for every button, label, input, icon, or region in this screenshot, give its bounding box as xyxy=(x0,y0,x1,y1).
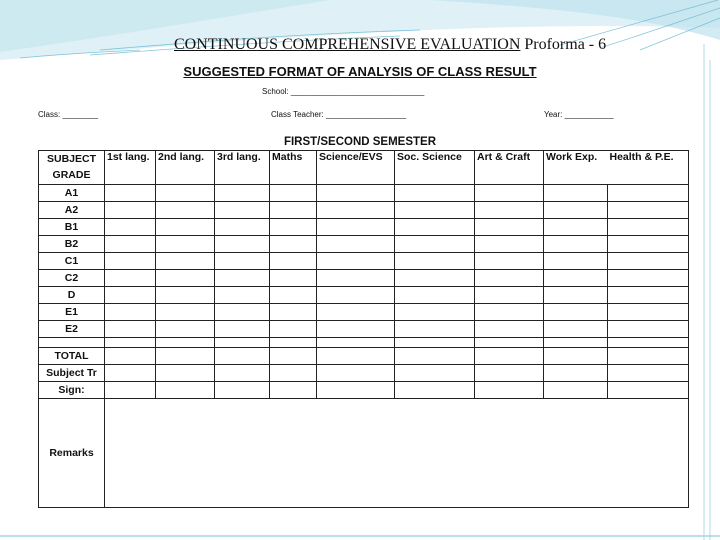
column-header: Maths xyxy=(270,151,317,185)
table-cell xyxy=(608,321,689,338)
table-cell xyxy=(475,236,544,253)
column-header: Science/EVS xyxy=(317,151,395,185)
table-cell xyxy=(270,321,317,338)
table-cell xyxy=(105,253,156,270)
remarks-row xyxy=(39,399,689,508)
table-cell xyxy=(608,202,689,219)
year-field: Year: ___________ xyxy=(544,110,614,119)
table-cell xyxy=(608,365,689,382)
table-cell xyxy=(317,270,395,287)
table-cell xyxy=(156,287,215,304)
table-cell xyxy=(215,253,270,270)
table-cell xyxy=(317,321,395,338)
table-cell xyxy=(608,236,689,253)
table-cell xyxy=(215,304,270,321)
table-cell xyxy=(544,270,608,287)
table-cell xyxy=(156,321,215,338)
table-cell xyxy=(395,253,475,270)
table-cell xyxy=(105,382,156,399)
table-cell xyxy=(270,253,317,270)
total-label: TOTAL xyxy=(39,348,105,365)
grade-label: B1 xyxy=(39,219,105,236)
column-header: 2nd lang. xyxy=(156,151,215,185)
table-cell xyxy=(270,202,317,219)
table-cell xyxy=(608,270,689,287)
table-cell xyxy=(270,304,317,321)
table-cell xyxy=(215,365,270,382)
sign-row xyxy=(39,382,689,399)
table-cell xyxy=(395,270,475,287)
table-cell xyxy=(215,219,270,236)
grade-row-d xyxy=(39,287,689,304)
class-result-table xyxy=(38,150,689,508)
spacer-row xyxy=(39,338,689,348)
table-cell xyxy=(395,185,475,202)
subject-header-label: SUBJECT xyxy=(46,153,96,165)
table-cell xyxy=(215,382,270,399)
subject-teacher-label: Subject Tr xyxy=(39,365,105,382)
table-cell xyxy=(215,287,270,304)
table-cell xyxy=(475,338,544,348)
table-cell xyxy=(317,236,395,253)
table-cell xyxy=(156,219,215,236)
table-cell xyxy=(317,338,395,348)
grade-label: E1 xyxy=(39,304,105,321)
remarks-label: Remarks xyxy=(39,399,105,508)
table-cell xyxy=(270,185,317,202)
grade-label: D xyxy=(39,287,105,304)
table-cell xyxy=(105,348,156,365)
total-row xyxy=(39,348,689,365)
table-cell xyxy=(105,270,156,287)
slide-title-main: CONTINUOUS COMPREHENSIVE EVALUATION xyxy=(174,36,521,53)
table-cell xyxy=(475,270,544,287)
table-cell xyxy=(544,236,608,253)
table-cell xyxy=(544,348,608,365)
table-cell xyxy=(270,236,317,253)
grade-row-a2 xyxy=(39,202,689,219)
table-cell xyxy=(475,219,544,236)
column-header: 3rd lang. xyxy=(215,151,270,185)
table-cell xyxy=(105,236,156,253)
table-cell xyxy=(215,236,270,253)
column-header: Work Exp. xyxy=(544,151,608,185)
table-cell xyxy=(608,338,689,348)
table-cell xyxy=(156,348,215,365)
table-cell xyxy=(156,382,215,399)
column-header: Art & Craft xyxy=(475,151,544,185)
table-cell xyxy=(395,202,475,219)
grade-label: C2 xyxy=(39,270,105,287)
grade-row-c1 xyxy=(39,253,689,270)
table-cell xyxy=(395,219,475,236)
table-cell xyxy=(105,321,156,338)
table-cell xyxy=(270,270,317,287)
table-cell xyxy=(544,219,608,236)
table-cell xyxy=(608,304,689,321)
table-cell xyxy=(156,185,215,202)
slide-title xyxy=(174,36,606,54)
grade-label: A1 xyxy=(39,185,105,202)
table-cell xyxy=(105,338,156,348)
grade-row-b2 xyxy=(39,236,689,253)
table-cell xyxy=(544,321,608,338)
table-cell xyxy=(270,219,317,236)
table-cell xyxy=(156,202,215,219)
table-cell xyxy=(608,253,689,270)
table-cell xyxy=(270,348,317,365)
table-cell xyxy=(608,287,689,304)
table-cell xyxy=(105,219,156,236)
table-cell xyxy=(608,348,689,365)
grade-row-b1 xyxy=(39,219,689,236)
slide-title-suffix: Proforma - 6 xyxy=(520,36,607,53)
table-cell xyxy=(475,185,544,202)
table-cell xyxy=(317,348,395,365)
table-cell xyxy=(317,253,395,270)
table-cell xyxy=(608,185,689,202)
table-cell xyxy=(156,236,215,253)
table-cell xyxy=(156,270,215,287)
table-cell xyxy=(395,236,475,253)
semester-heading: FIRST/SECOND SEMESTER xyxy=(283,136,437,148)
table-cell xyxy=(270,382,317,399)
grade-label: B2 xyxy=(39,236,105,253)
table-cell xyxy=(215,348,270,365)
subject-teacher-row xyxy=(39,365,689,382)
table-cell xyxy=(544,304,608,321)
table-cell xyxy=(544,185,608,202)
table-cell xyxy=(317,185,395,202)
grade-label: C1 xyxy=(39,253,105,270)
class-field: Class: ________ xyxy=(38,110,99,119)
table-cell xyxy=(156,304,215,321)
table-cell xyxy=(395,365,475,382)
table-cell xyxy=(544,202,608,219)
school-field: School: ______________________________ xyxy=(262,87,425,96)
table-cell xyxy=(475,365,544,382)
table-cell xyxy=(475,253,544,270)
form-title-text: SUGGESTED FORMAT OF ANALYSIS OF CLASS RESULT xyxy=(183,64,537,79)
table-cell xyxy=(156,253,215,270)
table-cell xyxy=(544,338,608,348)
table-cell xyxy=(270,338,317,348)
table-cell xyxy=(395,321,475,338)
table-cell xyxy=(215,338,270,348)
grade-row-e2 xyxy=(39,321,689,338)
table-header-row xyxy=(39,151,689,185)
table-cell xyxy=(317,202,395,219)
column-header: Soc. Science xyxy=(395,151,475,185)
table-cell xyxy=(395,338,475,348)
table-cell xyxy=(475,382,544,399)
table-cell xyxy=(475,287,544,304)
table-cell xyxy=(270,365,317,382)
class-teacher-field: Class Teacher: __________________ xyxy=(271,110,407,119)
table-cell xyxy=(317,219,395,236)
grade-label: E2 xyxy=(39,321,105,338)
table-cell xyxy=(317,382,395,399)
remarks-cell xyxy=(105,399,689,508)
table-cell xyxy=(544,287,608,304)
table-cell xyxy=(215,185,270,202)
table-cell xyxy=(475,304,544,321)
table-cell xyxy=(608,382,689,399)
table-cell xyxy=(544,253,608,270)
table-cell xyxy=(270,287,317,304)
table-cell xyxy=(395,287,475,304)
table-cell xyxy=(395,348,475,365)
table-cell xyxy=(475,321,544,338)
table-cell xyxy=(317,287,395,304)
form-title xyxy=(0,64,720,79)
table-cell xyxy=(544,382,608,399)
table-cell xyxy=(105,304,156,321)
table-cell xyxy=(105,202,156,219)
table-cell xyxy=(395,304,475,321)
column-header: Health & P.E. xyxy=(608,151,689,185)
table-cell xyxy=(156,338,215,348)
table-cell xyxy=(39,338,105,348)
table-cell xyxy=(608,219,689,236)
table-cell xyxy=(317,365,395,382)
table-cell xyxy=(105,185,156,202)
table-cell xyxy=(215,321,270,338)
grade-label: A2 xyxy=(39,202,105,219)
grade-row-e1 xyxy=(39,304,689,321)
table-cell xyxy=(156,365,215,382)
subject-grade-header-cell xyxy=(39,151,105,185)
column-header: 1st lang. xyxy=(105,151,156,185)
table-cell xyxy=(215,270,270,287)
table-cell xyxy=(105,365,156,382)
table-cell xyxy=(105,287,156,304)
table-cell xyxy=(544,365,608,382)
grade-row-a1 xyxy=(39,185,689,202)
grade-row-c2 xyxy=(39,270,689,287)
table-cell xyxy=(395,382,475,399)
grade-header-label: GRADE xyxy=(52,169,91,181)
table-cell xyxy=(475,348,544,365)
sign-label: Sign: xyxy=(39,382,105,399)
table-cell xyxy=(475,202,544,219)
table-cell xyxy=(215,202,270,219)
table-cell xyxy=(317,304,395,321)
